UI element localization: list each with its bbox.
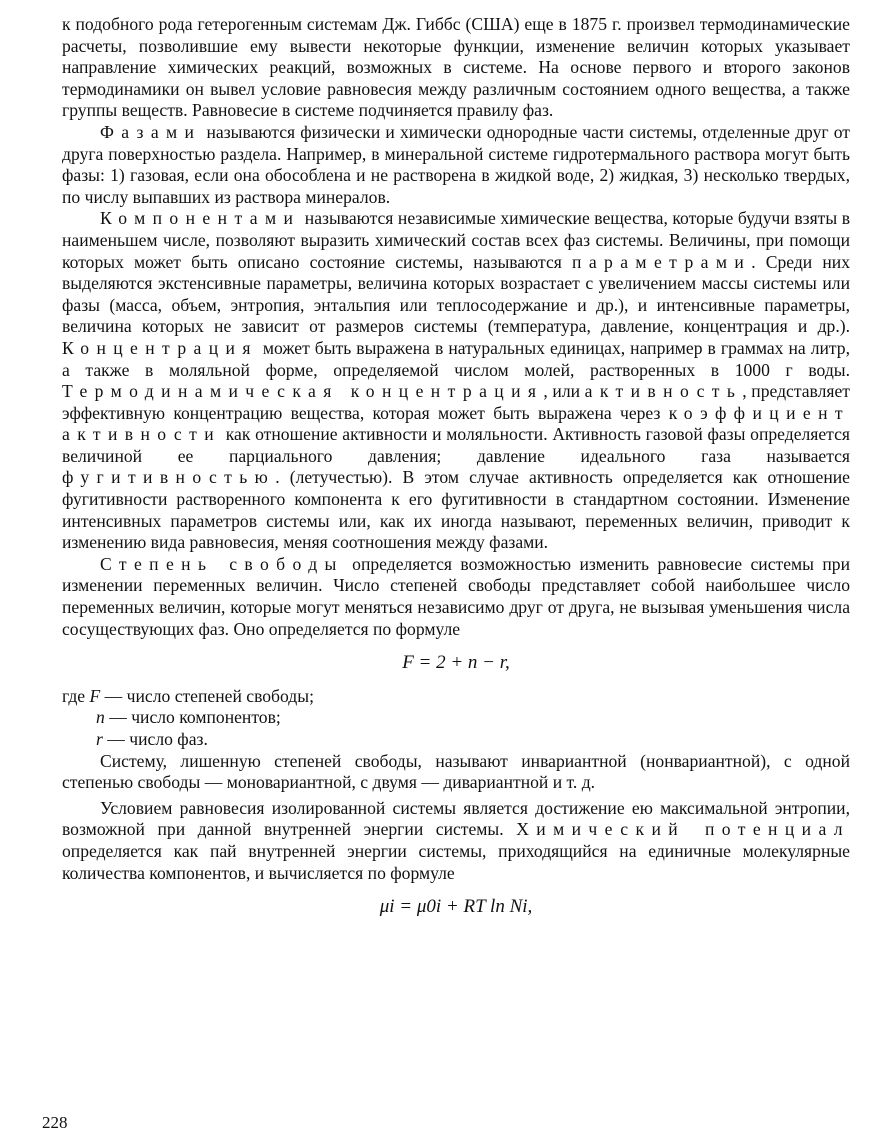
term-thermodynamic-concentration: Термодинамическая концентрация bbox=[62, 381, 544, 402]
paragraph-degrees-of-freedom-text: определяется возможностью изменить равновесие системы при изменении переменных величин. Число степеней свободы представляет собой наибольшее число переменных величин, которые могут меняться независимо друг от друга, не вызывая уменьшения числа сосуществующих фаз. Оно определяется по формуле bbox=[62, 553, 851, 639]
definition-n bbox=[62, 707, 850, 729]
paragraph-components-text-5: , представляет эффективную концентрацию вещества, которая может быть выражена через bbox=[62, 381, 851, 423]
variable-f: F bbox=[89, 685, 101, 706]
term-chemical-potential: Химический потенциал bbox=[516, 819, 850, 840]
formula-chemical-potential bbox=[62, 896, 850, 918]
paragraph-components-text-2: . Среди них выделяются экстенсивные параметры, величина которых возрастает с увеличением массы системы или фазы (масса, объем, энтропия, энтальпия или теплосодержание и др.), и интенсивные параметры, величина которых не зависит от размеров системы (температура, давление, концентрация и др.). bbox=[62, 251, 850, 337]
definition-f-text: — число степеней свободы; bbox=[100, 685, 314, 706]
formula-chemical-potential-text: μi = μ0i + RT ln Ni, bbox=[379, 896, 533, 918]
paragraph-degrees-of-freedom bbox=[62, 554, 850, 640]
term-fugacity: фугитивностью bbox=[62, 467, 276, 488]
paragraph-components-text-1: называются независимые химические вещества, которые будучи взяты в наименьшем числе, позволяют выразить химический состав всех фаз системы. Величины, при помощи которых может быть описано состояние системы, называются bbox=[62, 208, 850, 272]
paragraph-components-text-3: может быть выражена в натуральных единицах, например в граммах на литр, а также в моляльной форме, определяемой числом молей, растворенных в 1000 г воды. bbox=[62, 337, 850, 380]
page-number: 228 bbox=[42, 1113, 68, 1133]
definition-n-text: — число компонентов; bbox=[104, 707, 281, 728]
paragraph-components-text-4: , или bbox=[543, 381, 585, 402]
term-components: Компонентами bbox=[100, 208, 301, 229]
paragraph-components-text-7: . (летучестью). В этом случае активность определяется как отношение фугитивности растворенного компонента к его фугитивности в стандартном состоянии. Изменение интенсивных параметров системы или, как их иногда называют, переменных величин, приводит к изменению вида равновесия, меняя соотношения между фазами. bbox=[62, 467, 850, 553]
term-activity-coefficient: коэффициент активности bbox=[62, 402, 850, 445]
definition-r-text: — число фаз. bbox=[102, 729, 208, 749]
paragraph-phases bbox=[62, 122, 850, 208]
paragraph-components-text-6: как отношение активности и моляльности. Активность газовой фазы определяется величиной ее парциального давления; давление идеального газа называется bbox=[62, 424, 850, 466]
definition-prefix: где bbox=[62, 685, 90, 706]
term-parameters: параметрами bbox=[572, 251, 752, 272]
paragraph-chemical-potential-text-1: Условием равновесия изолированной системы является достижение ею максимальной энтропии, возможной при данной внутренней энергии системы. bbox=[62, 797, 850, 840]
paragraph-chemical-potential bbox=[62, 798, 850, 884]
definition-r bbox=[62, 729, 850, 751]
paragraph-phases-text: называются физически и химически однородные части системы, отделенные друг от друга поверхностью раздела. Например, в минеральной системе гидротермального раствора могут быть фазы: 1) газовая, если она обособлена и не растворена в жидкой воде, 2) жидкая, 3) несколько твердых, по числу выпавших из раствора минералов. bbox=[62, 121, 850, 207]
definition-f bbox=[62, 686, 850, 708]
paragraph-invariant: Систему, лишенную степеней свободы, называют инвариантной (нонвариантной), с одной степенью свободы — моновариантной, с двумя — дивариантной и т. д. bbox=[62, 750, 850, 793]
variable-r: r bbox=[96, 729, 103, 749]
term-phases: Фазами bbox=[100, 121, 202, 142]
paragraph-gibbs: к подобного рода гетерогенным системам Дж. Гиббс (США) еще в 1875 г. произвел термодинамические расчеты, позволившие ему вывести некоторые функции, изменение величин которых указывает направление химических реакций, возможных в системе. На основе первого и второго законов термодинамики он вывел условие равновесия между различным состоянием одного вещества, а также группы веществ. Равновесие в системе подчиняется правилу фаз. bbox=[62, 14, 850, 121]
variable-n: n bbox=[96, 707, 105, 728]
formula-phase-rule-text: F = 2 + n − r, bbox=[402, 652, 510, 674]
paragraph-components bbox=[62, 208, 850, 554]
paragraph-chemical-potential-text-2: определяется как пай внутренней энергии системы, приходящийся на единичные молекулярные количества компонентов, и вычисляется по формуле bbox=[62, 840, 850, 883]
term-concentration: Концентрация bbox=[62, 337, 258, 358]
formula-phase-rule bbox=[62, 652, 850, 674]
term-degrees-of-freedom: Степень свободы bbox=[100, 553, 344, 574]
term-activity: активность bbox=[584, 381, 743, 402]
